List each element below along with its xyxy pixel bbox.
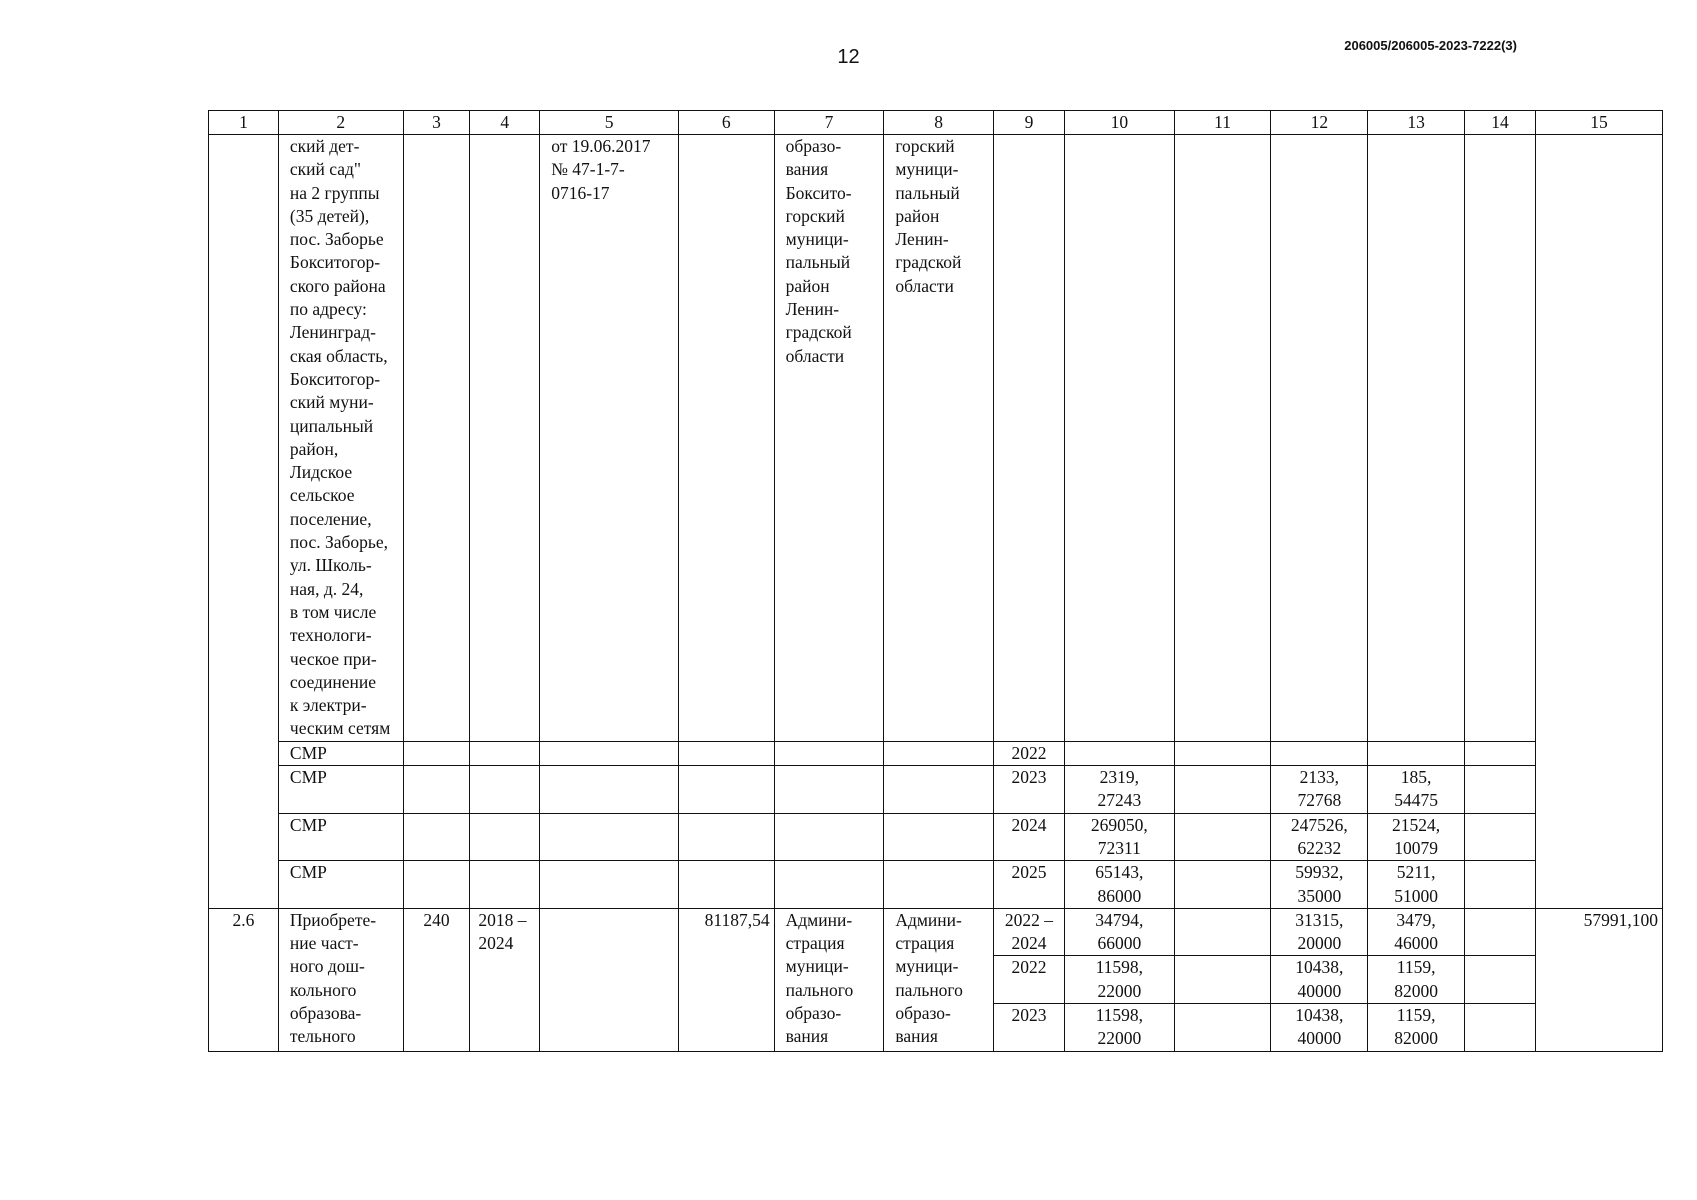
amount-cell — [1368, 741, 1465, 765]
table-cell — [1064, 135, 1174, 742]
year-cell: 2024 — [994, 813, 1065, 861]
column-header: 7 — [774, 111, 884, 135]
table-cell — [994, 135, 1065, 742]
budget-table — [208, 110, 1663, 1052]
year-cell: 2025 — [994, 861, 1065, 909]
table-row — [209, 813, 1663, 861]
stage-label: СМР — [278, 813, 403, 861]
column-header: 8 — [884, 111, 994, 135]
amount-cell: 65143, 86000 — [1064, 861, 1174, 909]
document-cell — [540, 908, 679, 1051]
developer-cell: Админи- страция муници- пального образо- вания — [884, 908, 994, 1051]
table-row — [209, 908, 1663, 956]
period-cell: 2018 – 2024 — [470, 908, 540, 1051]
year-cell: 2023 — [994, 1003, 1065, 1051]
amount-cell: 10438, 40000 — [1271, 956, 1368, 1004]
page-number: 12 — [837, 46, 860, 68]
customer-cell: Админи- страция муници- пального образо- вания — [774, 908, 884, 1051]
amount-cell: 59932, 35000 — [1271, 861, 1368, 909]
stage-label: СМР — [278, 766, 403, 814]
table-row — [209, 861, 1663, 909]
object-name-cell: Приобрете- ние част- ного дош- кольного образова- тельного — [278, 908, 403, 1051]
table-cell — [1535, 135, 1662, 909]
amount-cell: 5211, 51000 — [1368, 861, 1465, 909]
table-cell — [1368, 135, 1465, 742]
column-header: 10 — [1064, 111, 1174, 135]
stage-label: СМР — [278, 861, 403, 909]
table-cell — [1465, 135, 1536, 742]
item-number-cell: 2.6 — [209, 908, 279, 1051]
amount-cell — [1064, 741, 1174, 765]
amount-cell: 34794, 66000 — [1064, 908, 1174, 956]
column-header: 14 — [1465, 111, 1536, 135]
total-cost-cell: 81187,54 — [678, 908, 774, 1051]
developer-cell: горский муници- пальный район Ленин- градской области — [884, 135, 994, 742]
amount-cell: 3479, 46000 — [1368, 908, 1465, 956]
table-cell — [1174, 135, 1271, 742]
amount-cell: 2133, 72768 — [1271, 766, 1368, 814]
year-cell: 2022 — [994, 956, 1065, 1004]
amount-cell: 1159, 82000 — [1368, 956, 1465, 1004]
year-cell: 2022 — [994, 741, 1065, 765]
document-cell: от 19.06.2017 № 47-1-7- 0716-17 — [540, 135, 679, 742]
amount-cell: 185, 54475 — [1368, 766, 1465, 814]
table-row — [209, 766, 1663, 814]
table-cell — [678, 135, 774, 742]
amount-cell: 247526, 62232 — [1271, 813, 1368, 861]
amount-cell: 57991,100 — [1535, 908, 1662, 1051]
year-cell: 2022 – 2024 — [994, 908, 1065, 956]
column-header: 6 — [678, 111, 774, 135]
amount-cell: 269050, 72311 — [1064, 813, 1174, 861]
column-number-row — [209, 111, 1663, 135]
column-header: 13 — [1368, 111, 1465, 135]
amount-cell: 10438, 40000 — [1271, 1003, 1368, 1051]
customer-cell: образо- вания Боксито- горский муници- пальный район Ленин- градской области — [774, 135, 884, 742]
amount-cell — [1271, 741, 1368, 765]
amount-cell: 1159, 82000 — [1368, 1003, 1465, 1051]
document-code: 206005/206005-2023-7222(3) — [1344, 38, 1517, 53]
table-cell — [470, 135, 540, 742]
column-header: 9 — [994, 111, 1065, 135]
item-number-cell — [209, 135, 279, 909]
column-header: 5 — [540, 111, 679, 135]
amount-cell: 11598, 22000 — [1064, 956, 1174, 1004]
amount-cell: 11598, 22000 — [1064, 1003, 1174, 1051]
column-header: 12 — [1271, 111, 1368, 135]
year-cell: 2023 — [994, 766, 1065, 814]
column-header: 3 — [403, 111, 470, 135]
amount-cell: 21524, 10079 — [1368, 813, 1465, 861]
stage-label: СМР — [278, 741, 403, 765]
column-header: 11 — [1174, 111, 1271, 135]
column-header: 2 — [278, 111, 403, 135]
table-row — [209, 135, 1663, 742]
column-header: 1 — [209, 111, 279, 135]
table-cell — [403, 135, 470, 742]
table-cell — [1271, 135, 1368, 742]
table-row — [209, 741, 1663, 765]
object-name-cell: ский дет- ский сад" на 2 группы (35 детей), пос. Заборье Бокситогор- ского района по адресу: Ленинград- ская область, Бокситогор- ский муни- ципальный район, Лидское сельское поселение, пос. Заборье, ул. Школь- ная, д. 24, в том числе технологи- ческое при- соединение к электри- ческим сетям — [278, 135, 403, 742]
table-cell: 240 — [403, 908, 470, 1051]
column-header: 4 — [470, 111, 540, 135]
amount-cell: 31315, 20000 — [1271, 908, 1368, 956]
column-header: 15 — [1535, 111, 1662, 135]
amount-cell: 2319, 27243 — [1064, 766, 1174, 814]
